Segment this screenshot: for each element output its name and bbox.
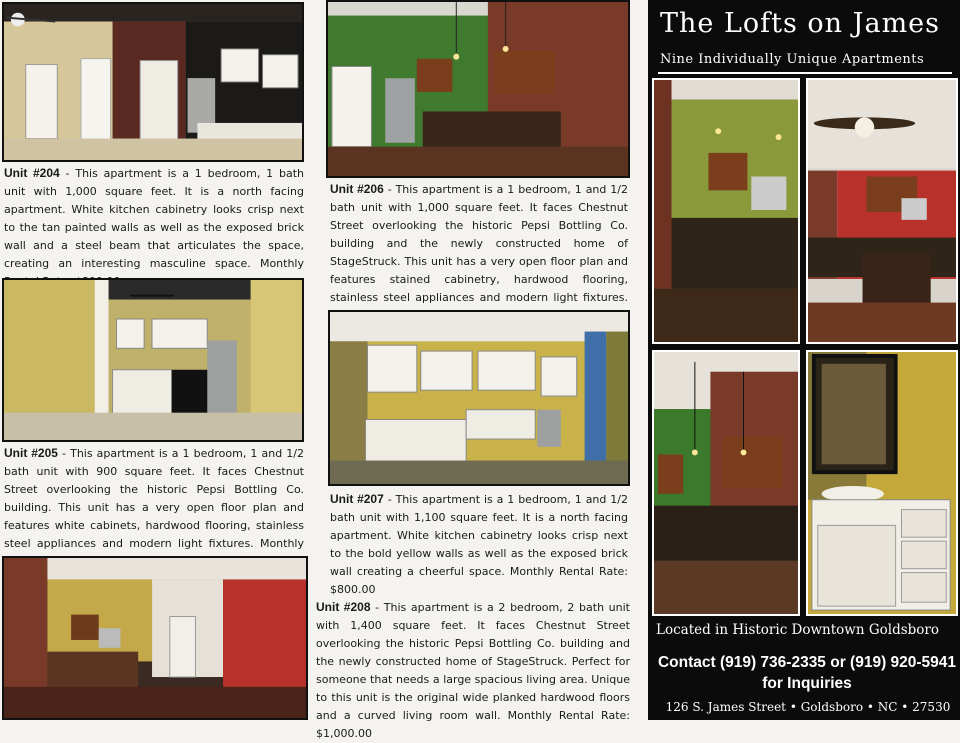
photo-unit-204-kitchen [2, 2, 304, 162]
page-title: The Lofts on James [660, 8, 941, 39]
photo-unit-206-kitchen [326, 0, 630, 178]
unit-205-label: Unit #205 [4, 446, 58, 460]
title-divider [658, 72, 952, 74]
page-subtitle: Nine Individually Unique Apartments [660, 52, 925, 67]
unit-205-description: Unit #205 - This apartment is a 1 bedroom, 1 and 1/2 bath unit with 900 square feet. It faces Chestnut Street overlooking the historic Pepsi Bottling Co. building. This unit has a very open floor plan and features white cabinets, hardwood flooring, stainless steel appliances and modern light fixtures. Monthly [4, 444, 304, 571]
contact-block [656, 652, 958, 694]
contact-phone-line: Contact (919) 736-2335 or (919) 920-5941 [657, 654, 957, 671]
unit-207-description: Unit #207 - This apartment is a 1 bedroom, 1 and 1/2 bath unit with 1,100 square feet. It is a north facing apartment. White kitchen cabinetry looks crisp next to the bold yellow walls as well as the exposed brick wall creating a cheerful space. Monthly Rental Rate: $800.00 [330, 492, 628, 596]
unit-205-text: This apartment is a 1 bedroom, 1 and 1/2 bath unit with 900 square feet. It faces Chestnut Street overlooking the historic Pepsi Bottling Co. building. This unit has a very open floor plan and features white cabinets, hardwood flooring, stainless steel appliances and modern light fixtures. Monthly [4, 447, 304, 550]
location-line: Located in Historic Downtown Goldsboro [656, 622, 939, 638]
unit-208-label: Unit #208 [316, 600, 371, 614]
unit-208-text: This apartment is a 2 bedroom, 2 bath unit with 1,400 square feet. It faces Chestnut Street overlooking the historic Pepsi Bottling Co. building and the newly constructed home of StageStruck. Perfect for someone that needs a large spacious living area. Unique to this unit is the original wide planked hardwood floors and a curved living room wall. Monthly Rental Rate: $1,000.00 [316, 601, 630, 740]
photo-unit-207-kitchen [328, 310, 630, 486]
photo-sidebar-bathroom [806, 350, 958, 616]
unit-204-description: Unit #204 - This apartment is a 1 bedroom, 1 bath unit with 1,000 square feet. It is a north facing apartment. White kitchen cabinetry looks crisp next to the tan painted walls as well as the exposed brick wall and a steel beam that articulates the space, creating an interesting masculine space. Monthly [4, 164, 304, 291]
unit-206-label: Unit #206 [330, 182, 384, 196]
unit-207-label: Unit #207 [330, 492, 384, 506]
contact-inquiries-line: for Inquiries [762, 675, 852, 692]
photo-unit-205-kitchen [2, 278, 304, 442]
unit-206-text: This apartment is a 1 bedroom, 1 and 1/2 bath unit with 1,000 square feet. It faces Chestnut Street overlooking the historic Pepsi Bottling Co. building and the newly constructed home of StageStruck. This unit has a very open floor plan and features stained cabinetry, hardwood flooring, stainless steel appliances and modern light fixtures. [330, 183, 628, 304]
unit-204-label: Unit #204 [4, 166, 60, 180]
photo-sidebar-brick-kitchen [652, 350, 800, 616]
address-line: 126 S. James Street • Goldsboro • NC • 27530 [665, 700, 951, 714]
photo-sidebar-green-kitchen [652, 78, 800, 344]
photo-sidebar-red-kitchen [806, 78, 958, 344]
photo-unit-208-living [2, 556, 308, 720]
unit-204-text: This apartment is a 1 bedroom, 1 bath unit with 1,000 square feet. It is a north facing apartment. White kitchen cabinetry looks crisp next to the tan painted walls as well as the exposed brick wall and a steel beam that articulates the space, creating an interesting masculine space. Monthly [4, 167, 304, 270]
unit-207-text: This apartment is a 1 bedroom, 1 and 1/2 bath unit with 1,100 square feet. It is a north facing apartment. White kitchen cabinetry looks crisp next to the bold yellow walls as well as the exposed brick wall creating a cheerful space. Monthly Rental Rate: $800.00 [330, 493, 628, 596]
unit-206-description: Unit #206 - This apartment is a 1 bedroom, 1 and 1/2 bath unit with 1,000 square feet. It faces Chestnut Street overlooking the historic Pepsi Bottling Co. building and the newly constructed home of StageStruck. This unit has a very open floor plan and features stained cabinetry, hardwood flooring, stainless steel appliances and modern light fixtures. [330, 180, 628, 325]
unit-208-description: Unit #208 - This apartment is a 2 bedroom, 2 bath unit with 1,400 square feet. It faces Chestnut Street overlooking the historic Pepsi Bottling Co. building and the newly constructed home of StageStruck. Perfect for someone that needs a large spacious living area. Unique to this unit is the original wide planked hardwood floors and a curved living room wall. Monthly Rental Rate: $1,000.00 [316, 600, 630, 740]
